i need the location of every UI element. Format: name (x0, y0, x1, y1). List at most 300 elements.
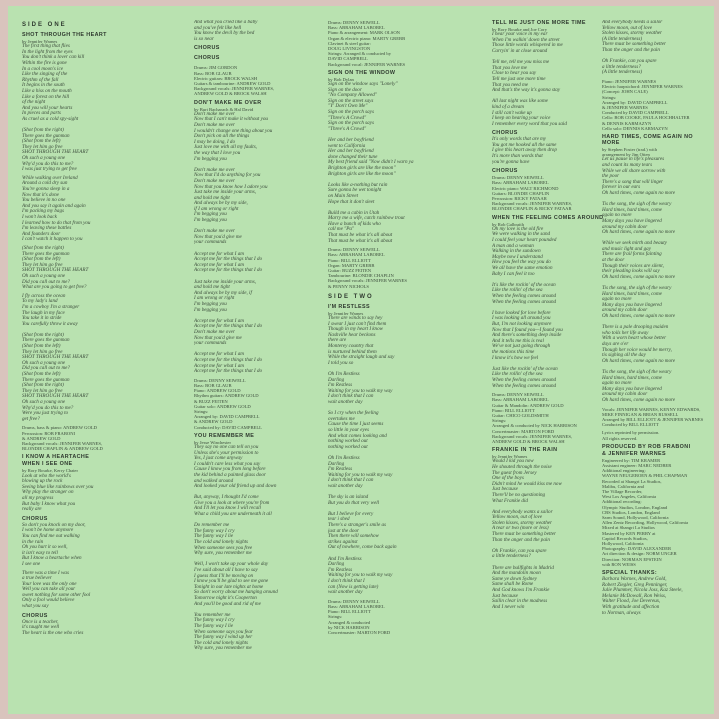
credit-line: DOUG LIVINGSTON (328, 46, 371, 52)
lyric-line: He shouted through the noise (492, 463, 552, 470)
lyric-line: is so near (194, 35, 214, 42)
credit-line: by Stephen Foster (trad.) with (602, 146, 657, 152)
lyric-line: Oh such a young one (22, 399, 66, 406)
lyric-line: The funny way I wind up her (194, 634, 253, 641)
lyric-line: You remember me (194, 611, 231, 618)
credit-line: Piano: JENNIFER WARNES (602, 78, 657, 84)
lyric-line: That you love me (492, 64, 527, 71)
lyric-line: Hard times, hard times, come (602, 290, 662, 297)
credit-line: by Rory Bourke, Kerry Chater (22, 468, 79, 474)
lyric-line: Now that you'd give me (194, 233, 242, 240)
credit-line: by Jennifer Warnes (22, 39, 58, 44)
lyric-line: I've said about all I have to say (194, 567, 258, 573)
credit-line: Percussion: RICKY FATAAR (492, 196, 547, 202)
lyric-stanza (602, 157, 710, 403)
lyric-line: How you feel the way you do (492, 259, 551, 266)
credit-line: Direction: NORMAN EPSTEIN (602, 556, 662, 562)
lyric-line: Build me a cabin in Utah (328, 209, 380, 216)
lyric-line: Would I kid you now (492, 458, 534, 465)
lyric-line: Accept me for what I am (194, 250, 244, 257)
credit-line: by Jesse Winchester (194, 439, 231, 445)
lyric-line: tear i shed (328, 516, 350, 523)
song-title: TELL ME JUST ONE MORE TIME (492, 20, 586, 26)
credit-line: Background vocals: JENNIFER WARNES (328, 278, 407, 284)
lyric-line: Didn't mind he would kiss me now (492, 480, 562, 487)
column-3 (328, 20, 478, 708)
lyric-line: Like the rollin' of the sea (492, 287, 543, 294)
lyric-line: Cause the time I just seems (328, 421, 384, 428)
lyric-line: nothing worked out (328, 438, 368, 445)
credit-line: Assistant engineer: MARC NEDBER (602, 462, 672, 468)
lyric-line: sweet nothing for some other fool (22, 591, 91, 598)
lyric-line: I'm begging you (194, 211, 227, 218)
lyric-line: Her and her boyfriend (328, 136, 374, 143)
lyric-line: you're gonna have (492, 158, 530, 165)
lyric-line: Don't make me over (194, 328, 235, 335)
lyric-line: Oh I'm Restless (328, 371, 360, 378)
lyric-line: When I'm walkin' down the street (492, 36, 560, 43)
song-title: SHOT THROUGH THE HEART (22, 32, 107, 38)
credit-line: Conducted by: DAVID CAMPBELL (194, 424, 262, 430)
credit-line: WAYNE NEUGEBOEN & PHIL CHAPMAN (602, 473, 688, 479)
lyric-line: Don't pick on all the things (194, 133, 250, 140)
lyric-line: nothing worked out (328, 443, 368, 450)
lyric-line: and you've felt like hell (194, 24, 242, 31)
lyric-line: and walked around (194, 477, 234, 484)
lyric-line: I'm begging you (194, 306, 227, 313)
credit-line: Drums: DENNY SEIWELL (492, 392, 544, 398)
lyric-line: (Shot from the left) (22, 256, 61, 263)
lyric-line: done changed their tune (328, 153, 378, 160)
lyric-line: While the straight laugh and say (328, 354, 395, 361)
lyric-line: Darling (328, 561, 345, 568)
lyric-line: (Shot from the right) (22, 331, 64, 338)
credit-line: Art direction & design: NORM UNGER (602, 551, 677, 557)
lyric-stanza (22, 571, 172, 610)
lyric-line: Like the rollin' of the sea (492, 371, 543, 378)
credit-line: Sarm Sound, Hollywood, California (602, 514, 669, 520)
lyric-line: I was looking all around you (492, 315, 551, 322)
lyric-line: Out of nowhere, come back again (328, 544, 397, 551)
lyric-line: Hard times, hard times, come (602, 206, 662, 213)
lyric-line: Accept me for what I am (194, 261, 244, 268)
lyric-line: Accept me for the things that I do (194, 356, 263, 363)
song-title: CHORUS (194, 55, 220, 62)
lyric-line: Accept me for the things that I do (194, 267, 263, 274)
lyric-line: who toils her life away (602, 329, 649, 336)
lyric-line: at the door (602, 257, 625, 264)
lyric-line: I fly across the ocean (22, 292, 66, 299)
lyric-line: on Main Street (328, 192, 359, 199)
lyric-line: I'm begging you (194, 217, 227, 224)
lyric-line: Well you can take all your (22, 586, 76, 593)
lyric-line: I won't look back (22, 214, 57, 221)
credit-line: & BUZZ FEITEN (194, 398, 228, 404)
lyric-line: Oh hard times, come again no more (602, 396, 676, 403)
song-title: DON'T MAKE ME OVER (194, 99, 262, 106)
lyric-line: Just take me inside your arms, (194, 278, 256, 285)
credit-line: Arranged by: DAVID CAMPBELL (602, 99, 668, 105)
song-title: WHEN I SEE ONE (22, 461, 73, 468)
lyric-line: Sailin clear in the madness (492, 598, 548, 605)
lyric-line: Waiting for you to walk my way (328, 471, 393, 478)
lyric-line: Why play the stranger on (22, 489, 74, 496)
lyric-line: It's more than words that (492, 153, 543, 160)
lyric-line: Oh hard times, come again no more (602, 229, 676, 236)
lyric-line: And always be by my side, if (194, 289, 252, 296)
lyric-line: Just because (492, 592, 518, 599)
lyric-line: When the feeling comes around (492, 293, 557, 300)
lyric-line: forever in our ears (602, 184, 641, 191)
lyric-line: I know it's how we feel (492, 354, 539, 361)
lyric-line: You know the devil by the bed (194, 30, 255, 37)
lyric-line: I don't think that I can (328, 477, 374, 484)
lyric-line: I don't think that I can (328, 393, 374, 400)
lyric-line: of the night (22, 99, 46, 106)
credit-line: Allen Zentz Recording, Hollywood, California (602, 520, 688, 526)
lyric-line: I still can't wake up (492, 109, 532, 116)
column-2 (194, 20, 344, 708)
credit-line: Electric harpsichord: JENNIFER WARNES (602, 84, 683, 90)
lyric-line: Rhythm of the fall (22, 76, 59, 83)
lyric-line: There's a stranger's smile as (328, 522, 387, 529)
lyric-line: Don't make me over (194, 228, 235, 235)
credit-line: by Jennifer Warnes (328, 310, 364, 316)
lyric-line: Have a bunch of kids who (328, 220, 381, 227)
song-title: SPECIAL THANKS: (602, 569, 658, 576)
lyric-line: the kid behind a painted glass door (194, 471, 266, 478)
credit-line: MIKE FINNIGAN & BRIAN RUSSELL (602, 411, 679, 417)
lyric-line: "No Company Allowed" (328, 92, 377, 99)
lyric-line: I'm packing my bags (22, 208, 64, 215)
lyric-line: And founders door (22, 230, 61, 237)
credit-line: Bass: BOB GLAUB (194, 382, 232, 388)
lyric-line: With gratitude and affection (602, 603, 660, 610)
lyric-line: Seeing blue like rainbows over you (22, 483, 94, 490)
credit-line: BLONDIE CHAPLIN & RICKY FATAAR (492, 206, 572, 212)
lyric-line: (Shot from the left) (22, 138, 61, 145)
song-title: SIGN ON THE WINDOW (328, 69, 396, 76)
lyric-stanza (22, 246, 172, 291)
credit-line: Background vocal: JENNIFER WARNES (328, 61, 406, 67)
lyric-line: Walter Flood, Joe Devereux, (602, 598, 661, 605)
lyric-line: Accept me for what I am (194, 362, 244, 369)
credit-line: Electric guitars: BROCK WALSH (194, 75, 258, 81)
lyric-line: Accept me for what I am (194, 351, 244, 358)
lyric-line: I give this heart away then drop (492, 147, 557, 154)
credit-line: ANDREW GOLD & BROCK WALSH (492, 438, 565, 444)
song-title: I'M RESTLESS (328, 303, 371, 310)
lyric-line: When the feeling comes around (492, 376, 557, 383)
credit-line: Arranged & conducted (328, 619, 371, 625)
credit-line: ANDREW GOLD & BROCK WALSH (194, 91, 267, 97)
lyric-line: Accept me for what I am (194, 317, 244, 324)
lyric-line: Why'd you do this to me? (22, 404, 74, 411)
lyric-line: When someone says you fear (194, 628, 253, 635)
lyric-line: So don't you knock on my door, (22, 521, 86, 528)
lyric-line: A tear or two (more or less) (492, 525, 549, 532)
lyric-line: And you will your hearts (22, 104, 73, 111)
lyric-line: your commands (194, 239, 227, 246)
lyric-line: Well, I won't take up your whole day (194, 561, 269, 568)
lyric-line: Marry me a wife, catch rainbow trout (328, 215, 405, 222)
lyric-stanza (602, 577, 710, 616)
lyric-line: But you do that very well (328, 499, 380, 506)
lyric-line: Cause I know you from long before (194, 466, 266, 473)
lyric-line: Now that you know how I adore you (194, 183, 268, 190)
lyric-line: Oh hard times, come again no more (602, 313, 676, 319)
lyric-line: I was just trying to get free (22, 166, 77, 173)
lyric-line: (Shot from the left) (22, 343, 61, 350)
credit-line: Strings: (492, 418, 507, 424)
lyric-line: Nashville hear beckons (328, 331, 376, 338)
credit-line: Drums: JIM GORDON (194, 65, 238, 71)
credit-line: Additional engineering: (602, 468, 646, 474)
credit-line: Background vocals: JENNIFER WARNES, (22, 441, 103, 446)
lyric-line: You're gonna sleep in a (22, 186, 70, 193)
lyric-line: I'm begging you (194, 300, 227, 307)
lyric-line: Yes, I just come anyway (194, 455, 243, 462)
credit-line: Cello solo: DENNIS KARMAZYN (602, 125, 668, 131)
lyric-line: again no more (602, 212, 632, 219)
credit-line: Vocals: JENNIFER WARNES, KENNY EDWARDS, (602, 406, 701, 412)
lyric-line: Did you call out to me? (22, 278, 70, 285)
lyric-line: Oh Frankie, can you spare (492, 547, 547, 554)
lyric-line: "Three's A Crowd" (328, 114, 367, 121)
song-title: CHORUS (22, 515, 48, 522)
lyric-line: Yellow moon, out of love (492, 514, 543, 521)
lyric-line: When the feeling comes around (492, 298, 557, 305)
lyric-line: (Shot from the right) (22, 244, 64, 251)
lyric-line: Maybe now I understand (492, 253, 543, 260)
lyric-line: There goes the gunman (22, 337, 70, 344)
credit-line: Concertmaster: MARTON FORD (492, 428, 555, 434)
credit-line: Guitars: BLONDIE CHAPLIN (492, 190, 550, 196)
lyric-line: And I'm Restless (328, 555, 362, 562)
credit-line: Lyrics reprinted by permission. (602, 430, 660, 436)
lyric-line: Waiting for you to walk my way (328, 387, 393, 394)
lyric-line: Look at who the world's (22, 472, 71, 479)
lyric-line: Oh hard times, come again no more (602, 189, 676, 196)
credit-line: by Rory Bourke and Joe Cory (492, 27, 547, 32)
lyric-line: That must be what it's all about (328, 232, 393, 239)
lyric-line: There'll be no questioning (492, 491, 546, 498)
lyric-line: and hold me tight (194, 194, 230, 201)
lyric-line: if I am wrong or right (194, 205, 239, 212)
lyric-line: Accept me for the things that I do (194, 323, 263, 330)
credit-line: Guitar solo: ANDREW GOLD (194, 403, 251, 409)
lyric-line: I told you so (328, 359, 354, 366)
lyric-line: While we seek mirth and beauty (602, 240, 667, 247)
lyric-line: wait another day (328, 482, 363, 489)
lyric-line: Oh I'm Restless (328, 454, 360, 461)
credit-line: Drums: DENNY SEIWELL (328, 20, 380, 25)
lyric-line: Tis the song, the sigh of the weary (602, 368, 672, 375)
credit-line: arrangement by Jim Otten (602, 152, 650, 158)
lyric-line: their pleading looks will say (602, 268, 660, 275)
lyric-line: around my cabin door (602, 223, 648, 230)
lyric-line: You take it in stride (22, 315, 62, 322)
lyric-line: Then there will somehow (328, 533, 379, 540)
lyric-line: Sign on the porch says (328, 109, 374, 115)
song-title: CHORUS (492, 168, 518, 175)
lyric-line: I may be doing, I do (194, 138, 236, 145)
lyric-line: Now that you'd give me (194, 334, 242, 341)
lyric-line: What are you going to get free? (22, 284, 87, 291)
credit-line: Piano & arrangement: MARK OLSON (328, 30, 400, 36)
lyric-line: Though their voices are silent, (602, 262, 664, 269)
lyric-line: I'm Restless (328, 566, 353, 573)
credit-line: Guitar: CHICO GOLDSMITH (492, 412, 549, 418)
lyric-line: Once is a teacher, (22, 618, 59, 625)
lyric-line: Than the anger and the pain (602, 46, 660, 53)
lyric-line: Though in my heart I know (328, 326, 384, 333)
lyric-line: Yellow moon, out of love (602, 24, 653, 31)
lyric-line: In the light from the eyes (22, 48, 73, 55)
lyric-line: In pieces and parts (22, 110, 61, 117)
lyric-line: Darling (328, 460, 345, 467)
lyric-stanza (602, 20, 710, 76)
credit-line: Mixed at Shangri La Studios (602, 525, 655, 531)
lyric-line: You carefully throw it away (22, 320, 78, 327)
credit-line: by Jennifer Warnes (492, 454, 528, 460)
lyric-line: I can't watch it happen to you (22, 236, 83, 243)
lyric-line: Tonight in our late nights at home (194, 583, 264, 590)
lyric-line: and hold me tight (194, 284, 230, 291)
lyric-line: a little tenderness? (492, 553, 531, 560)
lyric-line: just at the door (328, 527, 359, 534)
lyric-line: SHOT THROUGH THE HEART (22, 393, 89, 400)
credit-line: by Rob Galbraith (492, 221, 524, 227)
lyric-line: (A little tenderness) (602, 69, 643, 76)
lyric-line: It's like the rockin' of the ocean (492, 281, 556, 288)
lyric-line: And I'll let you know I will recall (194, 505, 261, 512)
lyric-line: There goes the gunman (22, 250, 70, 257)
lyric-line: Close to hear you say (492, 70, 537, 77)
lyric-line: But baby I know what you (22, 500, 76, 507)
lyric-line: SHOT THROUGH THE HEART (22, 149, 89, 156)
lyric-line: Let us pause in life's pleasures (602, 156, 665, 163)
lyric-line: it's taught me well (22, 624, 60, 631)
lyric-line: Now that I'd do anything for you (194, 172, 261, 179)
credit-line: Drums: DENNY SEIWELL (194, 377, 246, 383)
lyric-line: Many days you have lingered (602, 217, 662, 224)
lyric-line: And the mandolin moon (492, 570, 541, 577)
lyric-line: I hear your voice in my ear (492, 31, 548, 38)
credit-line: Organ & electric piano: MARTY GREBB (328, 35, 406, 41)
song-title: YOU REMEMBER ME (194, 432, 255, 439)
lyric-line: There was a time I was (22, 569, 69, 576)
lyric-line: And what comes looking and (328, 432, 387, 439)
credit-line: Arranged & conducted by NICK HARRISON (492, 423, 577, 429)
lyric-line: Your love was the only one (22, 580, 77, 587)
lyric-stanza (328, 316, 478, 596)
lyric-stanza (194, 445, 344, 652)
lyric-line: The funny way I lie (194, 622, 234, 629)
lyric-line: I guess that I'll be moving on (194, 572, 254, 579)
lyric-line: Barbara Warnes, Andrew Gold, (602, 575, 667, 582)
lyric-line: The laugh in my face (22, 309, 65, 316)
spacer (328, 289, 478, 292)
credit-line: BLONDIE CHAPLIN & ANDREW GOLD (22, 446, 103, 452)
lyric-line: Why sure, you remember me (194, 550, 252, 557)
lyric-line: Within the fire is gone (22, 59, 67, 66)
lyric-line: And you say it again and again (22, 202, 86, 209)
lyric-line: Like a forest on the hill (22, 93, 70, 100)
lyric-line: That must be what it's all about (328, 237, 393, 244)
lyric-line: Waiting for you to walk my way (328, 572, 393, 579)
lyric-stanza (22, 176, 172, 243)
credit-line: Organ: MARTY GREBB (328, 262, 375, 268)
lyric-line: So don't worry about me hanging around (194, 589, 278, 596)
lyric-line: (Shot from the left) (22, 371, 61, 378)
lyric-line: Just take me inside your arms, (194, 189, 256, 196)
credit-line: Percussion: ROB FRABONI (22, 430, 76, 436)
lyric-line: The funny way I lie (194, 533, 234, 540)
lyric-line: There's a song that will linger (602, 178, 664, 185)
lyric-line: Her and her boyfriend (328, 148, 374, 155)
lyric-line: Just love me with all my faults, (194, 144, 257, 151)
song-title: FRANKIE IN THE RAIN (492, 447, 558, 454)
lyric-line: (Shot from the right) (22, 127, 64, 134)
credit-line: Background vocals: JENNIFER WARNES, (492, 433, 573, 439)
lyric-line: They let him go free (22, 143, 63, 150)
lyric-line: call me "Pa" (328, 226, 355, 233)
lyric-line: your commands (194, 340, 227, 347)
lyric-line: We all have the same emotion (492, 265, 553, 272)
lyric-line: what you say (22, 603, 49, 610)
lyric-line: Tomorrow night it's Cooperton (194, 594, 257, 601)
lyric-line: Oh my love is the old fire (492, 225, 544, 232)
lyric-line: They let him go free (22, 348, 63, 355)
lyric-line: (A little tenderness) (602, 35, 643, 42)
column-1 (22, 20, 172, 708)
song-title: CHORUS (22, 612, 48, 619)
lyric-line: Around a cold dry sun (22, 180, 68, 187)
lyric-line: Give you a look at where you're from (194, 499, 270, 506)
lyric-line: strikes against (328, 538, 358, 545)
lyric-line: And always be by my side, (194, 200, 248, 207)
lyric-line: But I believe for every (328, 510, 374, 517)
lyric-line: But I know a heartache when (22, 555, 82, 562)
lyric-line: I could feel your heart pounded (492, 237, 557, 244)
lyric-line: really are (22, 506, 42, 513)
lyric-line: I'm begging you (194, 155, 227, 162)
lyric-line: Many days you have lingered (602, 301, 662, 308)
lyric-line: I won't be home anymore (22, 527, 74, 534)
lyric-line: Tell me, tell me you miss me (492, 59, 550, 66)
lyric-stanza (22, 620, 172, 637)
credit-line: Drums: DENNY SEIWELL (328, 247, 380, 253)
credit-line: Drums: DENNY SEIWELL (492, 175, 544, 181)
lyric-line: Like a hiss on the mouth (22, 87, 72, 94)
lyric-line: While we all share sorrow with (602, 167, 666, 174)
credit-line: Strings: (194, 408, 209, 414)
lyric-line: I see one (22, 560, 41, 567)
lyric-line: Accept me for the things that I do (194, 368, 263, 375)
lyric-line: wait another day (328, 589, 363, 596)
credit-line: Piano: BILL ELLIOTT (328, 257, 371, 263)
credit-line: & PENNY NICHOLS (328, 283, 369, 289)
lyric-stanza (22, 294, 172, 423)
lyric-line: We've not just going through (492, 343, 551, 350)
lyric-line: Than the anger and the pain (492, 536, 550, 543)
lyric-line: You got me hooked all the same (492, 141, 557, 148)
lyric-line: Those little words whispered in me (492, 42, 563, 49)
lyric-line: The guest from Jersey (492, 469, 537, 476)
lyric-line: so little in your eyes (328, 426, 370, 433)
lyric-line: To my lady's land (22, 298, 58, 305)
